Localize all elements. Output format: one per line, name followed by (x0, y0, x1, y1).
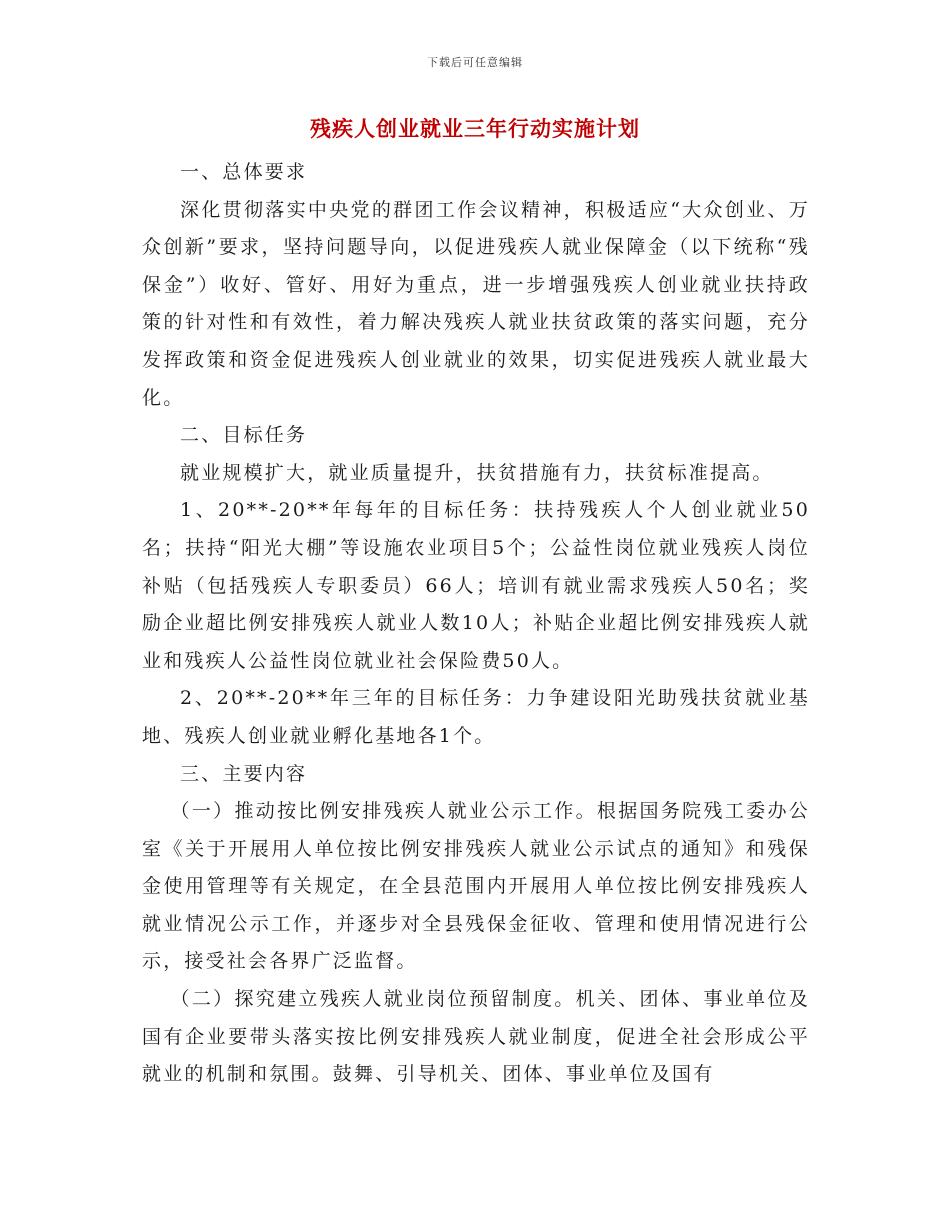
section-heading-main-content: 三、主要内容 (180, 762, 308, 785)
paragraph-three-year-targets: 2、20**-20**年三年的目标任务：力争建设阳光助残扶贫就业基地、残疾人创业就业孵化基地各1个。 (142, 687, 810, 747)
section-heading-targets: 二、目标任务 (180, 424, 308, 447)
document-title: 残疾人创业就业三年行动实施计划 (310, 116, 640, 141)
paragraph-targets-summary: 就业规模扩大，就业质量提升，扶贫措施有力，扶贫标准提高。 (180, 461, 774, 484)
paragraph-annual-targets: 1、20**-20**年每年的目标任务：扶持残疾人个人创业就业50名；扶持“阳光大棚”等设施农业项目5个；公益性岗位就业残疾人岗位补贴（包括残疾人专职委员）66人；培训有就业需求残疾人50名；奖励企业超比例安排残疾人就业人数10人；补贴企业超比例安排残疾人就业和残疾人公益性岗位就业社会保险费50人。 (142, 499, 810, 672)
paragraph-item-two: （二）探究建立残疾人就业岗位预留制度。机关、团体、事业单位及国有企业要带头落实按比例安排残疾人就业制度，促进全社会形成公平就业的机制和氛围。鼓舞、引导机关、团体、事业单位及国有 (142, 988, 810, 1086)
document-body (142, 154, 810, 1094)
paragraph-item-one: （一）推动按比例安排残疾人就业公示工作。根据国务院残工委办公室《关于开展用人单位按比例安排残疾人就业公示试点的通知》和残保金使用管理等有关规定，在全县范围内开展用人单位按比例安排残疾人就业情况公示工作，并逐步对全县残保金征收、管理和使用情况进行公示，接受社会各界广泛监督。 (142, 800, 810, 973)
section-heading-overall-requirements: 一、总体要求 (180, 161, 308, 183)
header-note: 下载后可任意编辑 (427, 56, 523, 69)
paragraph-overall-requirements: 深化贯彻落实中央党的群团工作会议精神，积极适应“大众创业、万众创新”要求，坚持问题导向，以促进残疾人就业保障金（以下统称“残保金”）收好、管好、用好为重点，进一步增强残疾人创业就业扶持政策的针对性和有效性，着力解决残疾人就业扶贫政策的落实问题，充分发挥政策和资金促进残疾人创业就业的效果，切实促进残疾人就业最大化。 (142, 198, 810, 409)
